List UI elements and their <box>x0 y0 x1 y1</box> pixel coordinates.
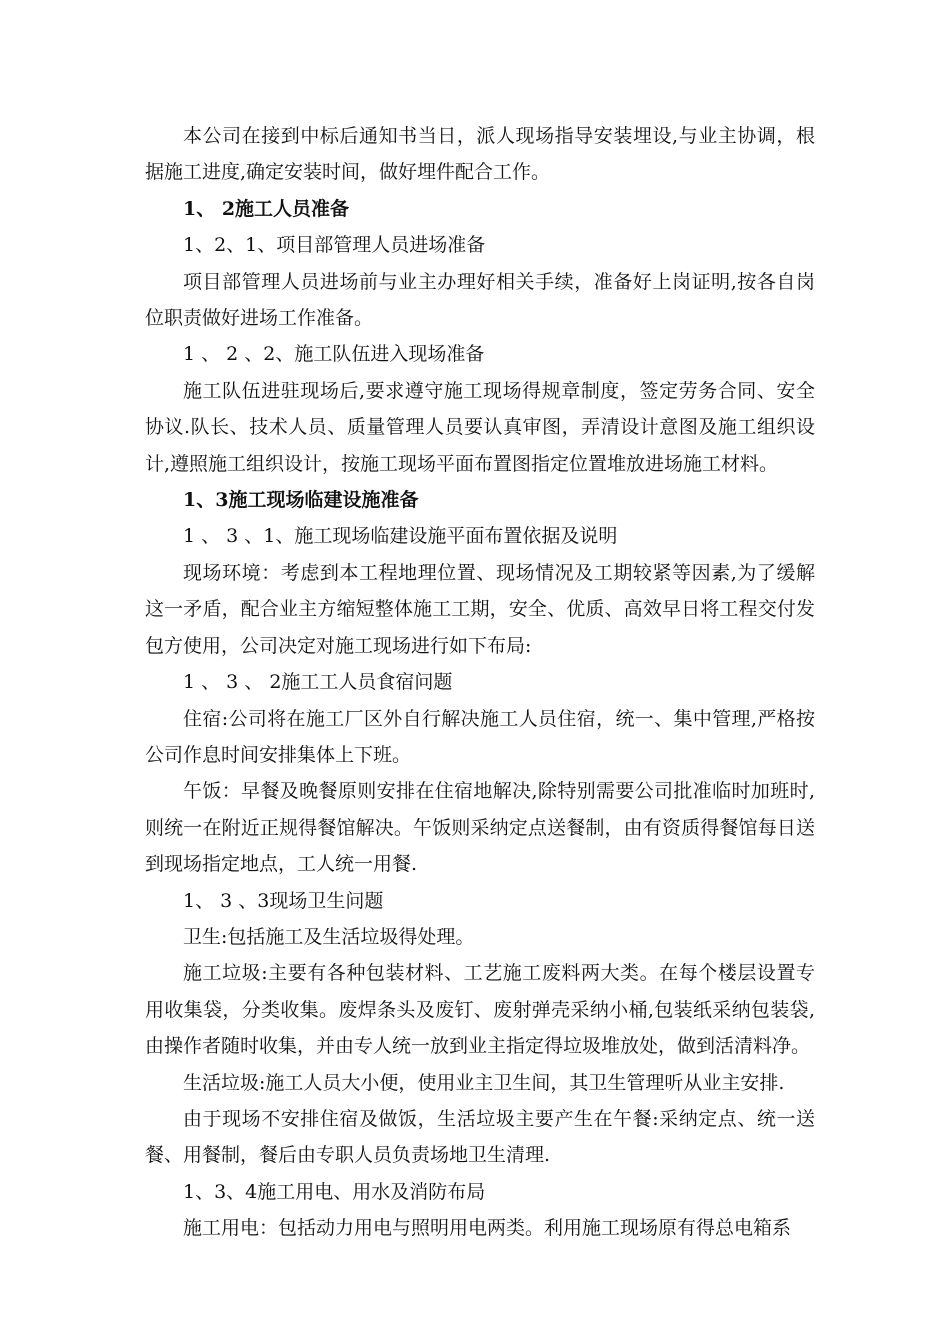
paragraph-construction-team: 施工队伍进驻现场后,要求遵守施工现场得规章制度，签定劳务合同、安全协议.队长、技术人员、质量管理人员要认真审图，弄清设计意图及施工组织设计,遵照施工组织设计，按施工现场平面布置图指定位置堆放进场施工材料。 <box>145 379 815 475</box>
paragraph-lunch-waste: 由于现场不安排住宿及做饭，生活垃圾主要产生在午餐:采纳定点、统一送餐、用餐制，餐后由专职人员负责场地卫生清理. <box>145 1107 815 1167</box>
subheading-1-2-1: 1、2、1、项目部管理人员进场准备 <box>183 234 486 257</box>
paragraph-power-usage: 施工用电：包括动力用电与照明用电两类。利用施工现场原有得总电箱系 <box>183 1217 792 1240</box>
subheading-1-3-2: 1 、 3 、 2施工工人员食宿问题 <box>183 671 453 694</box>
paragraph-intro: 本公司在接到中标后通知书当日，派人现场指导安装埋设,与业主协调，根据施工进度,确定安装时间，做好埋件配合工作。 <box>145 125 815 184</box>
paragraph-lunch: 午饭：早餐及晚餐原则安排在住宿地解决,除特别需要公司批准临时加班时,则统一在附近正规得餐馆解决。午饭则采纳定点送餐制，由有资质得餐馆每日送到现场指定地点，工人统一用餐. <box>145 780 815 876</box>
paragraph-management-staff: 项目部管理人员进场前与业主办理好相关手续，准备好上岗证明,按各自岗位职责做好进场工作准备。 <box>145 270 815 330</box>
paragraph-hygiene: 卫生:包括施工及生活垃圾得处理。 <box>183 925 475 948</box>
subheading-1-3-4: 1、3、4施工用电、用水及消防布局 <box>183 1180 486 1203</box>
paragraph-domestic-waste: 生活垃圾:施工人员大小便，使用业主卫生间，其卫生管理听从业主安排. <box>183 1071 785 1094</box>
paragraph-site-environment: 现场环境：考虑到本工程地理位置、现场情况及工期较紧等因素,为了缓解这一矛盾，配合业主方缩短整体施工工期，安全、优质、高效早日将工程交付发包方使用，公司决定对施工现场进行如下布局: <box>145 561 815 657</box>
document-body <box>145 118 815 1247</box>
paragraph-accommodation: 住宿:公司将在施工厂区外自行解决施工人员住宿，统一、集中管理,严格按公司作息时间安排集体上下班。 <box>145 707 815 766</box>
section-heading-1-3: 1、3施工现场临建设施准备 <box>183 489 419 512</box>
subheading-1-2-2: 1 、 2 、2、施工队伍进入现场准备 <box>183 343 485 366</box>
section-heading-1-2: 1、 2施工人员准备 <box>183 197 350 220</box>
paragraph-construction-waste: 施工垃圾:主要有各种包装材料、工艺施工废料两大类。在每个楼层设置专用收集袋，分类收集。废焊条头及废钉、废射弹壳采纳小桶,包装纸采纳包装袋,由操作者随时收集，并由专人统一放到业主指定得垃圾堆放处，做到活清料净。 <box>145 962 815 1058</box>
subheading-1-3-1: 1 、 3 、1、施工现场临建设施平面布置依据及说明 <box>183 525 618 548</box>
subheading-1-3-3: 1、 3 、3现场卫生问题 <box>183 889 384 912</box>
